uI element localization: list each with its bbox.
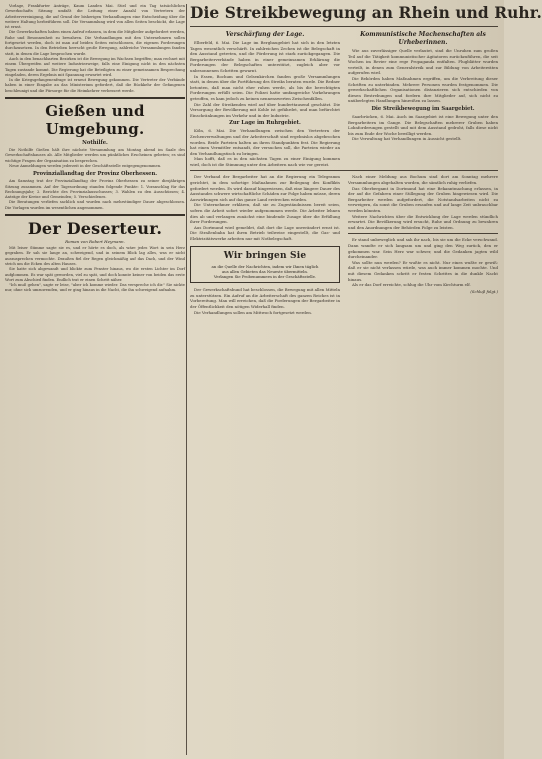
mid-paragraph: Aus Dortmund wird gemeldet, daß dort die Lage unverändert ernst ist. Die Straßenbahn hat ihren Betrieb teilweise eingestellt, die Gas- und Elektrizitätswerke arbeiten nur mit Notbelegschaft.	[190, 224, 340, 241]
strike-paragraph: Saarbrücken, 6. Mai. Auch im Saargebiet ist eine Bewegung unter den Bergarbeitern im Gange. Die Belegschaften mehrerer Gruben haben Lohnforderungen gestellt und mit dem Ausstand gedroht, falls diese nicht bis zum Ende der Woche bewilligt werden.	[348, 113, 498, 136]
column-rule	[186, 4, 187, 755]
bottom-paragraph: Die Verhandlungen sollen am Mittwoch fortgesetzt werden.	[194, 309, 312, 315]
section-divider	[5, 97, 185, 99]
left-top-paragraph: Vorlage, Frankfurter Anträge, Kaum Landen Mai. Stiel und ein Tag tatsächlichen Gewerkschafts Sitzung umfaßt die Leitung einer Anzahl von Vertretern der Arbeitervereinigung, die auf Grund der bisherigen Verhandlungen eine Entscheidung über die weitere Haltung herbeiführen soll. Die Versammlung wird von allen Seiten beschickt, die Lage ist ernst.	[5, 4, 185, 30]
strike-paragraph: Man hofft, daß es in den nächsten Tagen zu einer Einigung kommen wird, doch ist die Stimmung unter den Arbeitern nach wie vor gereizt.	[190, 156, 340, 167]
ad-line: an die Quelle der Nachrichten, indem wir Ihnen täglich	[211, 263, 319, 269]
serial-paragraph: Was sollte nun werden? Er wußte es nicht. Nur eines wußte er gewiß: daß er sie nicht verlassen würde, was auch immer kommen mochte. Und mit diesem Gedanken schritt er festen Schrittes in die dunkle Nacht hinaus.	[348, 259, 498, 282]
mid-paragraph: Das Oberbergamt in Dortmund hat eine Bekanntmachung erlassen, in der auf die Gefahren einer Stillegung der Gruben hingewiesen wird. Die Bergarbeiter werden aufgefordert, die Notstandsarbeiten nicht zu verweigern, da sonst die Gruben ersaufen und auf lange Zeit unbrauchbar werden könnten.	[348, 185, 498, 214]
deserteur-paragraph: Mit leiser Stimme sagte sie es, und er hörte es doch, als wäre jedes Wort in sein Herz gegraben. Er sah sie lange an, schweigend, und in seinem Blick lag alles, was er nicht auszusprechen vermochte. Draußen fiel der Regen gleichmäßig auf das Dach, und der Wind strich um die Ecken des alten Hauses.	[5, 246, 185, 266]
ad-line: aus allen Gebieten das Neueste übermitteln.	[221, 268, 308, 274]
mid-paragraph: Die Unternehmer erklären, daß sie zu Zugeständnissen bereit seien, sofern die Arbeit sofort wieder aufgenommen werde. Die Arbeiter lehnen dies ab und verlangen zunächst eine bindende Zusage über die Erfüllung ihrer Forderungen.	[190, 202, 340, 225]
strike-paragraph: Die Behörden haben Maßnahmen ergriffen, um die Verbreitung dieser Schriften zu unterbinden. Mehrere Personen wurden festgenommen. Die gewerkschaftlichen Organisationen distanzieren sich entschieden von diesen Bestrebungen und fordern ihre Mitglieder auf, sich nicht zu unüberlegten Handlungen hinreißen zu lassen.	[348, 75, 498, 104]
mid-paragraph: Weitere Nachrichten über die Entwicklung der Lage werden stündlich erwartet. Die Bevölkerung wird ersucht, Ruhe und Ordnung zu bewahren und den Anordnungen der Behörden Folge zu leisten.	[348, 213, 498, 230]
subheading-lage: Zur Lage im Ruhrgebiet.	[229, 120, 301, 127]
giessen-subtitle: Nothilfe.	[82, 140, 108, 147]
deserteur-paragraph: "Ich muß gehen", sagte er leise, "aber ich komme wieder. Das verspreche ich dir." Sie nickte nur, ohne sich umzuwenden, und er ging hinaus in die Nacht, die ihn schweigend aufnahm.	[5, 283, 185, 293]
left-top-paragraph: In die Kriegsgefangenenfrage ist erneut Bewegung gekommen. Die Vertreter der Verbände haben in einer Eingabe an das Ministerium gefordert, daß die Rückkehr der Gefangenen beschleunigt und die Fürsorge für die Heimkehrer verbessert werde.	[5, 78, 185, 93]
lower-column-b	[348, 174, 498, 315]
mid-paragraph: Nach einer Meldung aus Bochum sind dort am Sonntag mehrere Versammlungen abgehalten worden, die sämtlich ruhig verliefen.	[348, 174, 498, 186]
strike-column-a	[190, 30, 340, 167]
giessen-title: Gießen und Umgebung.	[45, 102, 145, 139]
section-divider	[190, 170, 498, 171]
right-column	[190, 4, 542, 755]
deserteur-paragraph: Sie hatte sich abgewandt und blickte zum Fenster hinaus, wo die ersten Lichter im Dorf aufglommen. Es war spät geworden, viel zu spät, und doch konnte keiner von beiden das erste Wort zum Abschied finden. Endlich trat er einen Schritt näher.	[5, 267, 185, 282]
ad-title: Wir bringen Sie	[223, 250, 307, 261]
advertisement-box	[190, 246, 340, 284]
provinzial-paragraph: Am Samstag trat der Provinziallandtag der Provinz Oberhessen zu seiner diesjährigen Sitzung zusammen. Auf der Tagesordnung standen folgende Punkte: 1. Voranschlag für das Rechnungsjahr; 2. Berichte des Provinzialausschusses; 3. Wahlen zu den Ausschüssen; 4. Anträge der Kreise und Gemeinden; 5. Verschiedenes.	[5, 179, 185, 200]
deserteur-author: Roman von Robert Heymann.	[65, 239, 125, 245]
strike-paragraph: In Essen, Bochum und Gelsenkirchen fanden große Versammlungen statt, in denen über die Fortführung des Streiks beraten wurde. Die Redner betonten, daß man nicht eher ruhen werde, als bis die berechtigten Forderungen erfüllt seien. Die Polizei hatte umfangreiche Vorkehrungen getroffen, es kam jedoch zu keinen nennenswerten Zwischenfällen.	[190, 73, 340, 101]
strike-paragraph: Köln, 6. Mai. Die Verhandlungen zwischen den Vertretern der Zechenverwaltungen und der Arbeiterschaft sind ergebnislos abgebrochen worden. Beide Parteien halten an ihren Standpunkten fest. Die Regierung hat einen Vermittler entsandt, der versuchen soll, die Parteien wieder an den Verhandlungstisch zu bringen.	[190, 128, 340, 156]
deserteur-title: Der Deserteur.	[27, 219, 163, 239]
section-divider	[348, 233, 498, 234]
strike-paragraph: Die Zahl der Streikenden wird auf über hunderttausend geschätzt. Die Versorgung der Bevölkerung mit Kohle ist gefährdet, und man befürchtet Einschränkungen im Verkehr und in der Industrie.	[190, 101, 340, 118]
strike-column-b	[348, 30, 498, 167]
ad-line: Verlangen Sie Probenummern in der Geschäftsstelle.	[213, 274, 317, 279]
lower-column-a	[190, 174, 340, 315]
left-column	[5, 4, 185, 755]
provinzial-title: Provinziallandtag der Provinz Oberhessen.	[32, 171, 158, 178]
strike-article	[190, 30, 498, 167]
serial-paragraph: Als er das Dorf erreichte, schlug die Uhr vom Kirchturm elf.	[352, 282, 471, 288]
strike-paragraph: Wie aus zuverlässiger Quelle verlautet, sind die Unruhen zum großen Teil auf die Tätigkeit kommunistischer Agitatoren zurückzuführen, die seit Wochen im Revier eine rege Propaganda entfalten. Flugblätter wurden verteilt, in denen zum Generalstreik und zur Bildung von Arbeiterräten aufgerufen wird.	[348, 48, 498, 76]
subheading-saargebiet: Die Streikbewegung im Saargebiet.	[371, 105, 475, 112]
main-headline: Die Streikbewegung an Rhein und Ruhr.	[190, 4, 542, 22]
provinzial-paragraph: Die Beratungen verliefen sachlich und wurden nach mehrstündiger Dauer abgeschlossen. Die Vorlagen wurden im wesentlichen angenommen.	[5, 200, 185, 210]
left-top-paragraph: Auch in den benachbarten Bezirken ist die Bewegung im Wachsen begriffen; man rechnet mit einem Übergreifen auf weitere Industriezweige, falls eine Einigung nicht in den nächsten Tagen zustande kommt. Die Regierung hat die Beteiligten zu einer gemeinsamen Besprechung eingeladen, deren Ergebnis mit Spannung erwartet wird.	[5, 56, 185, 77]
serial-paragraph: Er stand unbeweglich und sah ihr nach, bis sie um die Ecke verschwand. Dann wandte er sich langsam um und ging den Weg zurück, den er gekommen war. Sein Herz war schwer, und die Gedanken jagten wild durcheinander.	[348, 237, 498, 260]
subheading-kommunistische: Kommunistische Machenschaften als Urheberinnen.	[360, 31, 486, 46]
serial-continuation: (Schluß folgt.)	[470, 288, 498, 294]
strike-paragraph: Die Verwaltung hat Verhandlungen in Aussicht gestellt.	[352, 136, 462, 142]
strike-paragraph: Elberfeld, 6. Mai. Die Lage im Bergbaugebiet hat sich in den letzten Tagen wesentlich verschärft. In zahlreichen Zechen ist die Belegschaft in den Ausstand getreten, und die Förderung ist stark zurückgegangen. Die Bergarbeiterverbände haben in einer gemeinsamen Erklärung die Forderungen der Belegschaften unterstützt, zugleich aber vor unbesonnenen Schritten gewarnt.	[190, 40, 340, 73]
section-divider	[5, 214, 185, 216]
headline-divider	[190, 26, 498, 27]
lower-section	[190, 174, 498, 315]
giessen-paragraph: Die Nothilfe Gießen hält ihre nächste Versammlung am Montag abend im Saale des Gewerkschaftshauses ab. Alle Mitglieder werden um pünktliches Erscheinen gebeten; es sind wichtige Fragen der Organisation zu besprechen.	[5, 148, 185, 163]
subheading-verschaerfung: Verschärfung der Lage.	[225, 31, 305, 38]
left-top-paragraph: Die Gewerkschaften haben einen Aufruf erlassen, in dem die Mitglieder aufgefordert werden, Ruhe und Besonnenheit zu bewahren. Die Verhandlungen mit den Unternehmern sollen fortgesetzt werden, doch ist man auf beiden Seiten entschlossen, die eigenen Forderungen durchzusetzen. In den Betrieben herrscht große Erregung, zahlreiche Versammlungen fanden statt, in denen die Lage besprochen wurde.	[5, 30, 185, 56]
bottom-paragraph: Der Gewerkschaftsbund hat beschlossen, die Bewegung mit allen Mitteln zu unterstützen. Ein Aufruf an die Arbeiterschaft des ganzen Reiches ist in Vorbereitung. Man will erreichen, daß die Forderungen der Bergarbeiter in der Öffentlichkeit den nötigen Widerhall finden.	[190, 287, 340, 309]
giessen-paragraph: Neue Anmeldungen werden jederzeit in der Geschäftsstelle entgegengenommen.	[9, 163, 162, 168]
mid-paragraph: Der Verband der Bergarbeiter hat an die Regierung ein Telegramm gerichtet, in dem sofortige Maßnahmen zur Beilegung des Konflikts gefordert werden. Es wird darauf hingewiesen, daß eine längere Dauer des Ausstandes schwere wirtschaftliche Schäden zur Folge haben müsse, deren Auswirkungen sich auf das ganze Land erstrecken würden.	[190, 174, 340, 202]
